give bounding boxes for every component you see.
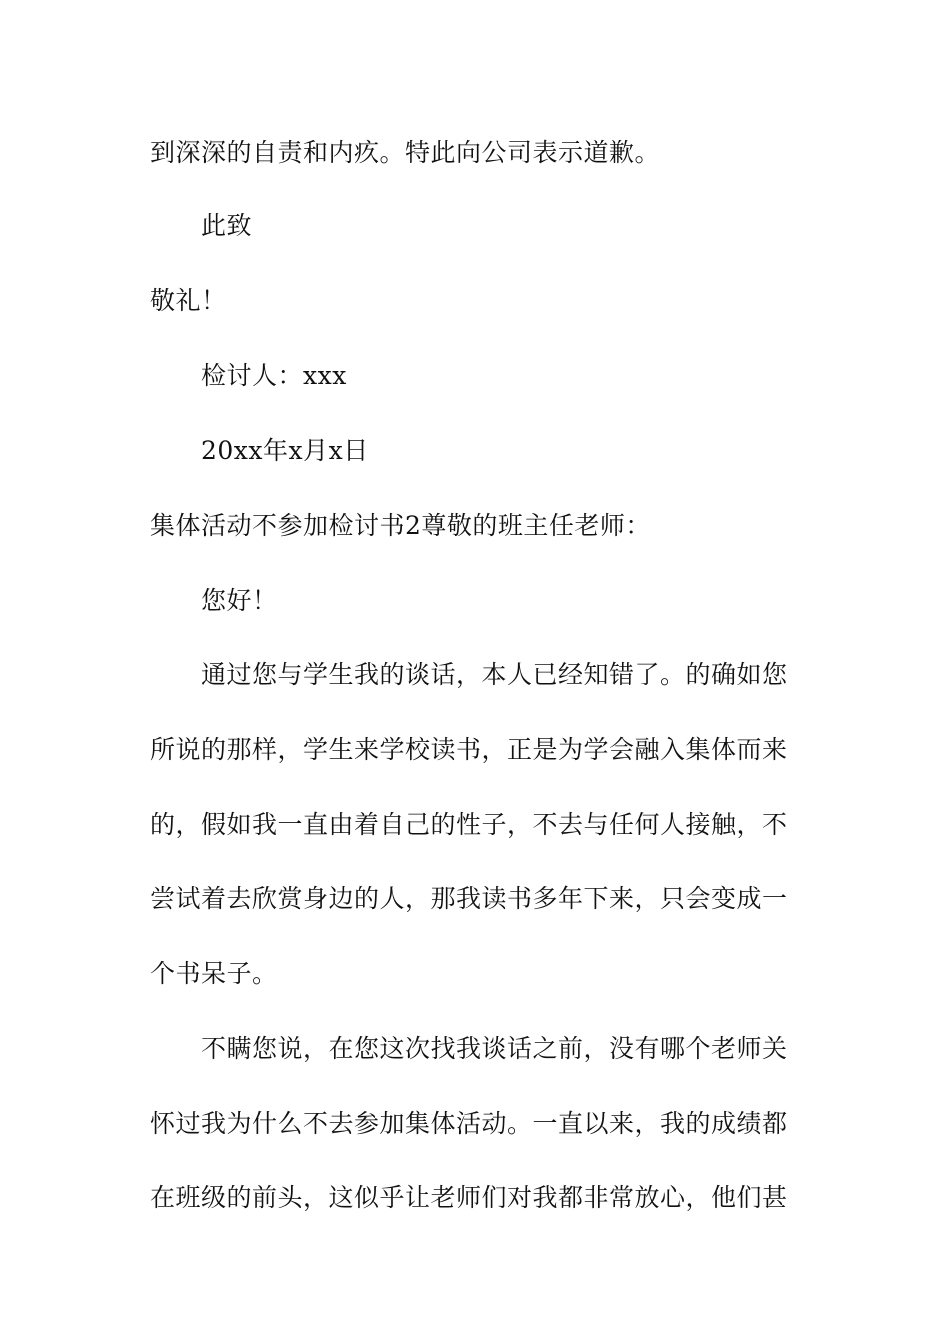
body-text-line: 在班级的前头，这似乎让老师们对我都非常放心，他们甚 (150, 1183, 788, 1212)
body-text-line: 的，假如我一直由着自己的性子，不去与任何人接触，不 (150, 810, 788, 839)
closing-regards: 敬礼！ (150, 286, 227, 315)
body-text-line: 不瞒您说，在您这次找我谈话之前，没有哪个老师关 (201, 1034, 788, 1063)
closing-salutation: 此致 (201, 211, 253, 240)
body-text-line: 尝试着去欣赏身边的人，那我读书多年下来，只会变成一 (150, 884, 788, 913)
signature-date: 20xx年x月x日 (201, 436, 369, 465)
body-text-line: 个书呆子。 (150, 959, 278, 988)
signature-name: 检讨人：xxx (201, 361, 347, 390)
greeting: 您好！ (201, 586, 278, 615)
body-text-line: 所说的那样，学生来学校读书，正是为学会融入集体而来 (150, 735, 788, 764)
section-title-and-recipient: 集体活动不参加检讨书2尊敬的班主任老师： (150, 511, 651, 540)
body-text-line: 怀过我为什么不去参加集体活动。一直以来，我的成绩都 (150, 1109, 788, 1138)
body-text-line: 到深深的自责和内疚。特此向公司表示道歉。 (150, 138, 661, 167)
body-text-line: 通过您与学生我的谈话，本人已经知错了。的确如您 (201, 660, 788, 689)
